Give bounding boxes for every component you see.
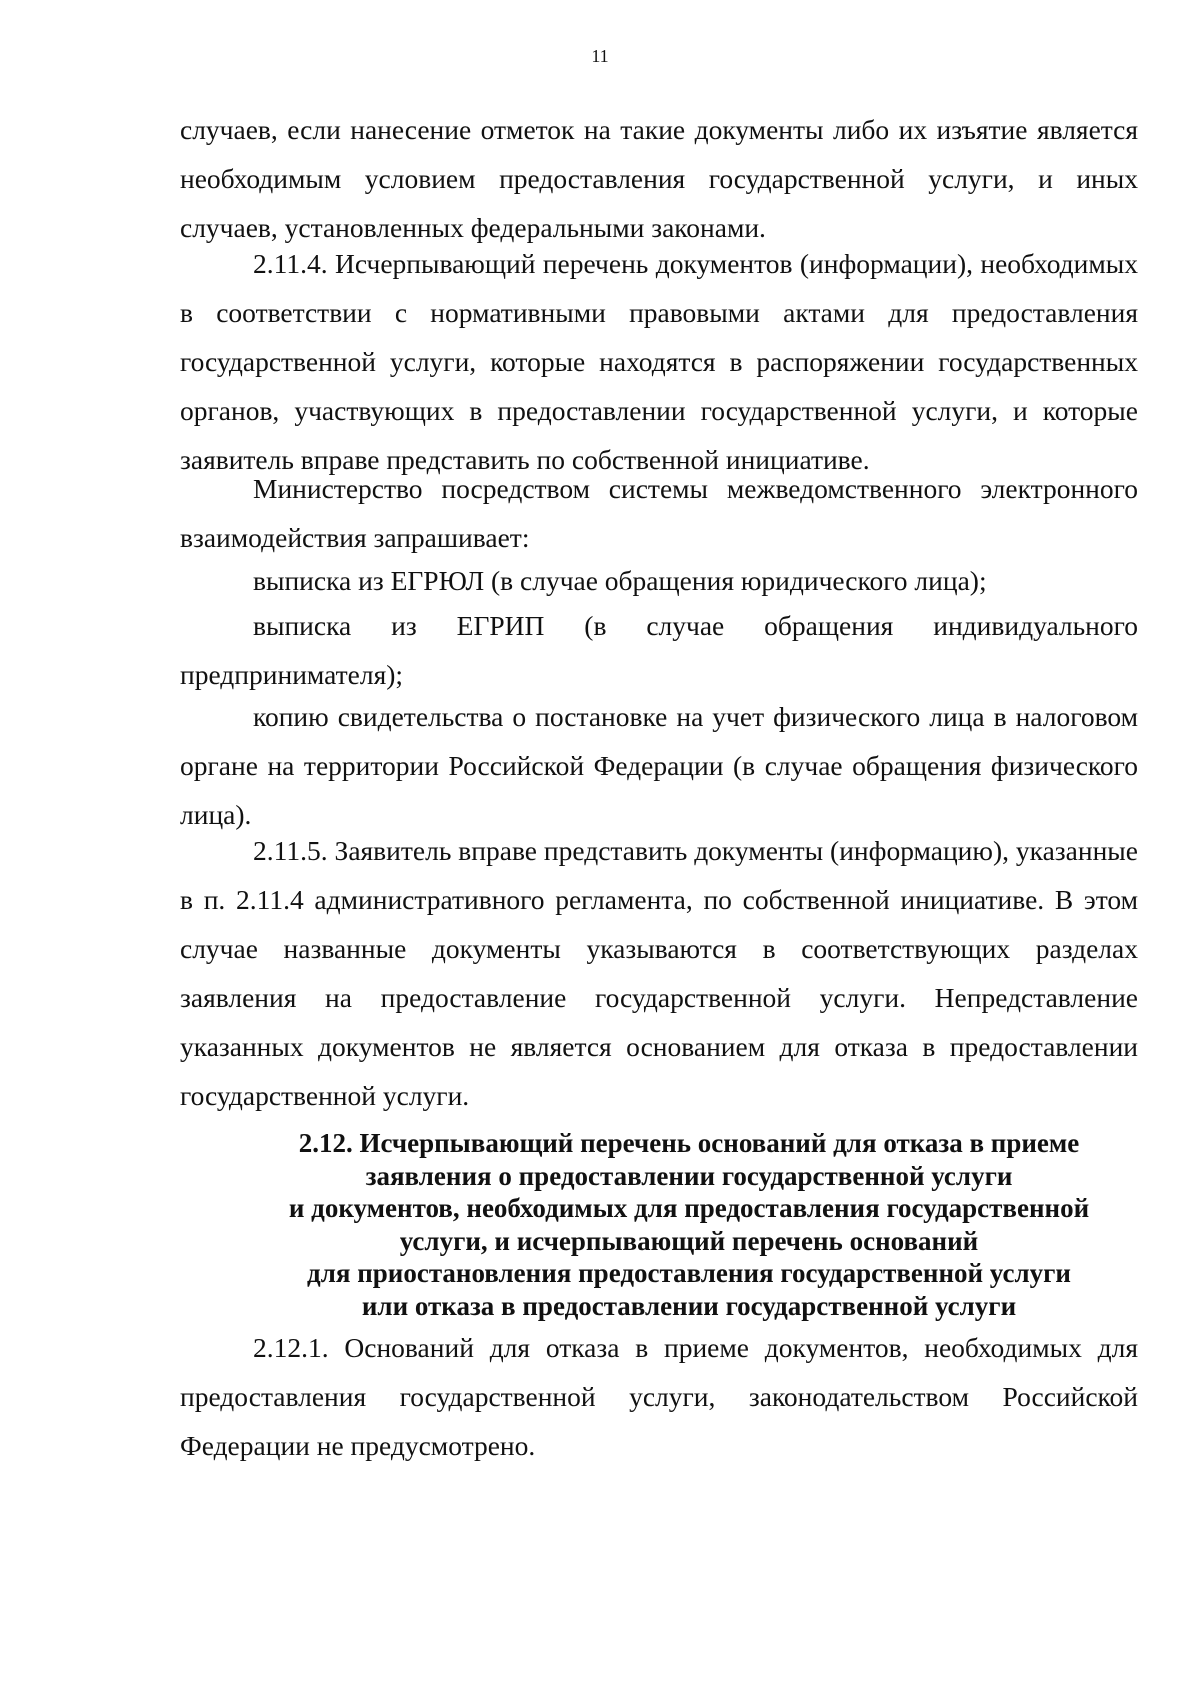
page-number: 11 bbox=[591, 46, 609, 66]
list-item-certificate bbox=[180, 692, 1138, 839]
heading-line: услуги, и исчерпывающий перечень оснований bbox=[399, 1225, 979, 1256]
paragraph-2-11-5 bbox=[180, 826, 1138, 1120]
paragraph-ministry bbox=[180, 464, 1138, 562]
list-item-text: выписка из ЕГРИП (в случае обращения индивидуального предпринимателя); bbox=[180, 610, 1138, 690]
section-heading-2-12 bbox=[180, 1127, 1138, 1322]
heading-line: и документов, необходимых для предоставления государственной bbox=[288, 1193, 1090, 1223]
paragraph-text: 2.11.4. Исчерпывающий перечень документов (информации), необходимых в соответствии с нормативными правовыми актами для предоставления государственной услуги, которые находятся в распоряжении государственных органов, участвующих в предоставлении государственной услуги, и которые заявитель вправе представить по собственной инициативе. bbox=[180, 248, 1138, 475]
paragraph-text: Министерство посредством системы межведомственного электронного взаимодействия запрашивает: bbox=[180, 473, 1138, 553]
paragraph-text: случаев, если нанесение отметок на такие документы либо их изъятие является необходимым условием предоставления государственной услуги, и иных случаев, установленных федеральными законами. bbox=[180, 114, 1138, 243]
heading-line: 2.12. Исчерпывающий перечень оснований для отказа в приеме bbox=[298, 1128, 1080, 1158]
paragraph-continuation bbox=[180, 105, 1138, 252]
list-item-egrip bbox=[180, 601, 1138, 699]
paragraph-text: 2.11.5. Заявитель вправе представить документы (информацию), указанные в п. 2.11.4 административного регламента, по собственной инициативе. В этом случае названные документы указываются в соответствующих разделах заявления на предоставление государственной услуги. Непредставление указанных документов не является основанием для отказа в предоставлении государственной услуги. bbox=[180, 835, 1138, 1111]
list-item-text: копию свидетельства о постановке на учет физического лица в налоговом органе на территории Российской Федерации (в случае обращения физического лица). bbox=[180, 701, 1138, 830]
paragraph-2-11-4 bbox=[180, 239, 1138, 484]
paragraph-2-12-1 bbox=[180, 1323, 1138, 1470]
paragraph-text: 2.12.1. Оснований для отказа в приеме документов, необходимых для предоставления государственной услуги, законодательством Российской Федерации не предусмотрено. bbox=[180, 1332, 1138, 1461]
heading-line: или отказа в предоставлении государственной услуги bbox=[361, 1290, 1017, 1321]
heading-line: для приостановления предоставления государственной услуги bbox=[307, 1258, 1071, 1288]
list-item-text: выписка из ЕГРЮЛ (в случае обращения юридического лица); bbox=[253, 565, 987, 596]
list-item-egrul bbox=[180, 556, 1138, 605]
heading-line: заявления о предоставлении государственной услуги bbox=[365, 1160, 1013, 1191]
